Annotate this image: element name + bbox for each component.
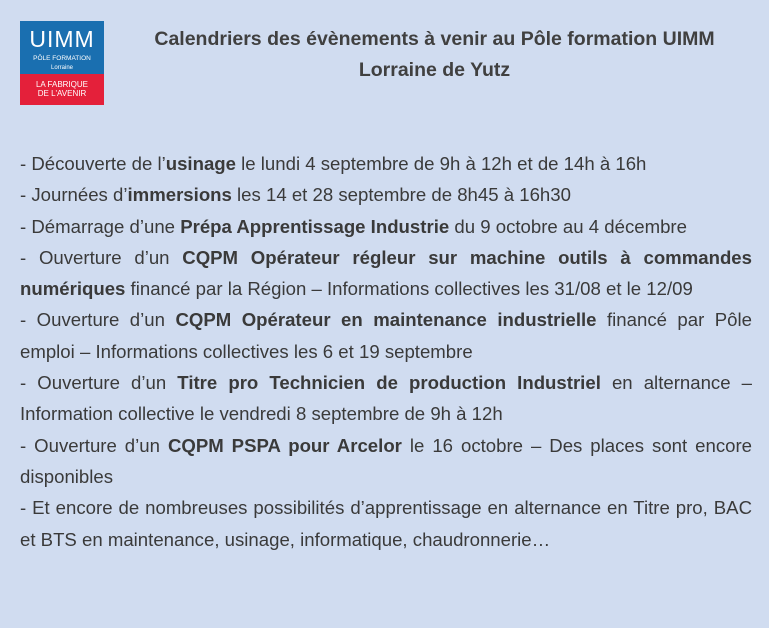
event-highlight: CQPM Opérateur régleur sur machine outils à commandes numériques	[20, 246, 752, 300]
event-highlight: CQPM Opérateur en maintenance industrielle	[175, 309, 597, 331]
event-item	[20, 367, 752, 430]
event-details: du 9 octobre au 4 décembre	[449, 215, 687, 237]
event-details: le 16 octobre – Des places sont encore disponibles	[20, 434, 752, 487]
event-prefix: - Démarrage d’une	[20, 215, 181, 237]
event-highlight: Titre pro Technicien de production Industriel	[177, 372, 601, 394]
event-highlight: Prépa Apprentissage Industrie	[180, 215, 450, 237]
event-item	[20, 492, 752, 555]
event-details: le lundi 4 septembre de 9h à 12h et de 14h à 16h	[235, 153, 647, 174]
event-details: les 14 et 28 septembre de 8h45 à 16h30	[231, 184, 571, 206]
event-highlight: usinage	[165, 153, 236, 174]
event-item	[20, 242, 752, 305]
event-prefix: - Ouverture d’un	[20, 309, 176, 331]
event-details: en alternance – Information collective le vendredi 8 septembre de 9h à 12h	[20, 372, 752, 425]
page-title-line-1: Calendriers des évènements à venir au Pôle formation UIMM	[154, 28, 715, 50]
event-item	[20, 304, 752, 367]
logo-region: Lorraine	[50, 64, 73, 71]
event-prefix: - Et encore de nombreuses possibilités d’apprentissage en alternance en Titre pro, BAC et BTS en maintenance, usinage, informatique, chaudronnerie…	[20, 497, 752, 550]
logo-brand: UIMM	[29, 26, 95, 52]
event-prefix: - Ouverture d’un	[20, 434, 168, 456]
event-highlight: CQPM PSPA pour Arcelor	[167, 434, 402, 456]
event-details: financé par la Région – Informations collectives les 31/08 et le 12/09	[125, 278, 693, 300]
event-prefix: - Ouverture d’un	[20, 372, 178, 394]
event-item	[20, 179, 752, 210]
uimm-logo	[20, 21, 104, 105]
event-details: financé par Pôle emploi – Informations collectives les 6 et 19 septembre	[20, 309, 752, 362]
logo-tagline-1: LA FABRIQUE	[35, 80, 89, 90]
event-item	[20, 430, 752, 493]
logo-top-block	[20, 21, 104, 74]
event-prefix: - Ouverture d’un	[20, 246, 183, 268]
page-title-line-2: Lorraine de Yutz	[358, 59, 511, 81]
logo-subtitle: PÔLE FORMATION	[33, 55, 91, 62]
event-highlight: immersions	[127, 184, 232, 206]
events-list	[20, 148, 752, 555]
event-prefix: - Journées d’	[20, 184, 128, 206]
logo-bottom-block	[20, 74, 104, 105]
event-item	[20, 211, 752, 242]
event-item	[20, 148, 752, 179]
page-title	[112, 24, 757, 86]
event-prefix: - Découverte de l’	[20, 153, 166, 174]
logo-tagline-2: DE L'AVENIR	[37, 88, 87, 98]
